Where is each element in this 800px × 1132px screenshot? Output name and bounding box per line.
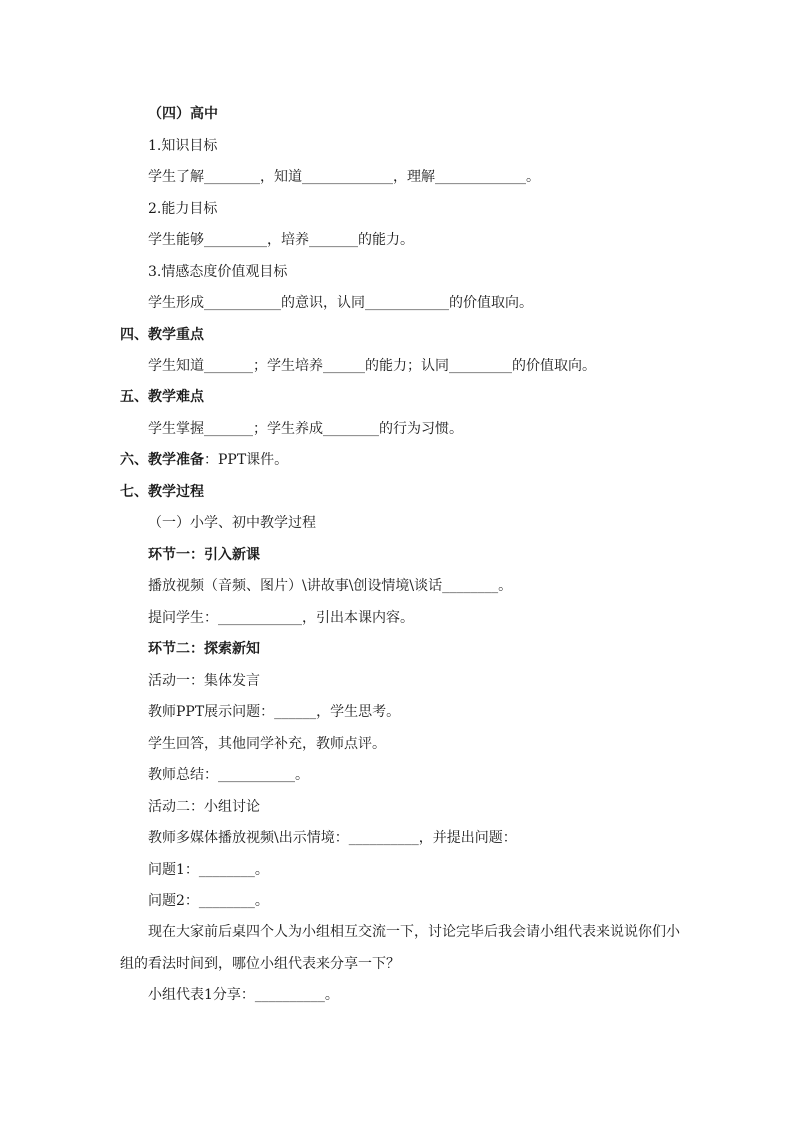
question-two: 问题2：________。 (148, 893, 269, 909)
activity-one-text-1: 教师PPT展示问题：______，学生思考。 (148, 704, 401, 720)
ability-goal-title: 2.能力目标 (148, 201, 218, 217)
section-heading-key-points: 四、教学重点 (120, 327, 204, 343)
values-goal-title: 3.情感态度价值观目标 (148, 264, 288, 280)
section-heading-difficulties: 五、教学难点 (120, 389, 204, 405)
section-heading-preparation: 六、教学准备 (120, 452, 204, 468)
step-two-heading: 环节二：探索新知 (148, 641, 260, 657)
activity-two-title: 活动二：小组讨论 (148, 799, 260, 815)
group-discussion-text-1: 现在大家前后桌四个人为小组相互交流一下，讨论完毕后我会请小组代表来说说你们小 (148, 924, 680, 940)
section-heading-process: 七、教学过程 (120, 484, 204, 500)
step-one-text-2: 提问学生：____________，引出本课内容。 (148, 610, 414, 626)
section-heading-high-school: （四）高中 (148, 106, 218, 122)
group-share-text: 小组代表1分享：__________。 (148, 987, 339, 1003)
activity-one-text-2: 学生回答，其他同学补充，教师点评。 (148, 736, 386, 752)
activity-one-title: 活动一：集体发言 (148, 673, 260, 689)
knowledge-goal-title: 1.知识目标 (148, 138, 218, 154)
activity-two-text-1: 教师多媒体播放视频\出示情境：__________，并提出问题： (148, 830, 517, 846)
group-discussion-text-2: 组的看法时间到，哪位小组代表来分享一下？ (120, 956, 400, 972)
question-one: 问题1：________。 (148, 862, 269, 878)
step-one-heading: 环节一：引入新课 (148, 547, 260, 563)
values-goal-text: 学生形成___________的意识，认同____________的价值取向。 (148, 295, 533, 311)
step-one-text-1: 播放视频（音频、图片）\讲故事\创设情境\谈话________。 (148, 578, 513, 594)
knowledge-goal-text: 学生了解________，知道_____________，理解_____________。 (148, 169, 540, 185)
ability-goal-text: 学生能够_________，培养_______的能力。 (148, 232, 414, 248)
key-points-text: 学生知道_______；学生培养______的能力；认同_________的价值取向。 (148, 358, 596, 374)
activity-one-text-3: 教师总结：___________。 (148, 767, 309, 783)
difficulties-text: 学生掌握_______；学生养成________的行为习惯。 (148, 421, 463, 437)
preparation-text: ：PPT课件。 (204, 452, 289, 468)
section-preparation (120, 450, 288, 470)
process-subtitle: （一）小学、初中教学过程 (148, 515, 316, 531)
